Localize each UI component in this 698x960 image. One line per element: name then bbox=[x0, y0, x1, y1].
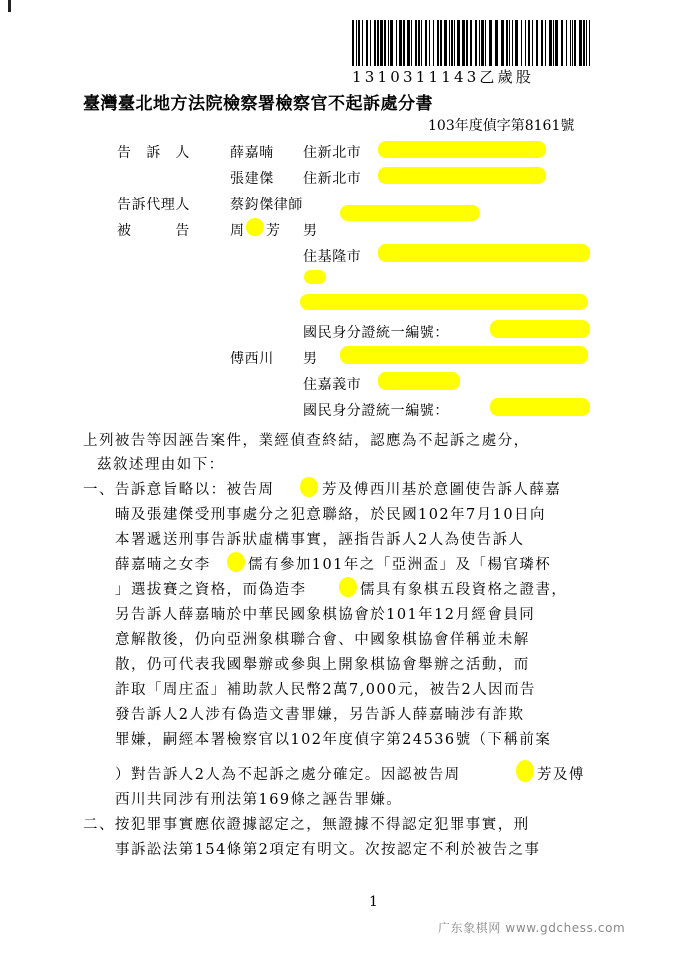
agent-label: 告訴代理人 bbox=[117, 197, 190, 213]
section1-line-9: 詐取「周庄盃」補助款人民幣2萬7,000元，被告2人因而告 bbox=[115, 682, 537, 698]
defendant2-name: 傅西川 bbox=[230, 351, 274, 367]
defendant1-id-label: 國民身分證統一編號： bbox=[303, 325, 449, 341]
complainant2-name: 張建傑 bbox=[230, 171, 274, 187]
section1-line-2: 暔及張建傑受刑事處分之犯意聯絡，於民國102年7月10日向 bbox=[115, 507, 546, 523]
defendant1-gender: 男 bbox=[303, 223, 318, 239]
section1-line-6: 另告訴人薛嘉暔於中華民國象棋協會於101年12月經會員同 bbox=[115, 607, 536, 623]
defendant1-surname: 周 bbox=[230, 223, 245, 239]
complainant2-address-label: 住新北市 bbox=[303, 171, 362, 187]
redaction-defendant1-address-2 bbox=[304, 270, 326, 284]
redaction-complainant2-address bbox=[378, 167, 546, 184]
defendant1-address-label: 住基隆市 bbox=[303, 249, 362, 265]
redaction-defendant1-birth bbox=[340, 205, 480, 221]
agent-name: 蔡鈞傑律師 bbox=[230, 197, 303, 213]
case-number: 103年度偵字第8161號 bbox=[428, 118, 575, 134]
page-number: 1 bbox=[369, 894, 378, 910]
defendant2-address-label: 住嘉義市 bbox=[303, 377, 362, 393]
defendant2-id-label: 國民身分證統一編號： bbox=[303, 403, 449, 419]
redaction-daughter-name bbox=[227, 552, 245, 572]
intro-line-2: 茲敘述理由如下： bbox=[97, 457, 225, 473]
redaction-defendant1-name bbox=[246, 218, 264, 236]
section1-line-3: 本署遞送刑事告訴狀虛構事實，誣指告訴人2人為使告訴人 bbox=[115, 532, 525, 548]
section1-line-12b: 芳及傅 bbox=[537, 767, 585, 783]
redaction-complainant1-address bbox=[378, 141, 546, 158]
redaction-defendant2-birth bbox=[340, 346, 588, 364]
section2-line-2: 事訴訟法第154條第2項定有明文。次按認定不利於被告之事 bbox=[115, 842, 541, 858]
section1-line-1b: 芳及傅西川基於意圖使告訴人薛嘉 bbox=[322, 482, 562, 498]
redaction-defendant-name bbox=[300, 477, 318, 497]
watermark: 广东象棋网 www.gdchess.com bbox=[438, 921, 626, 935]
redaction-defendant2-address bbox=[378, 372, 460, 390]
redaction-daughter-name bbox=[339, 577, 357, 597]
section1-line-7: 意解散後，仍向亞洲象棋聯合會、中國象棋協會佯稱並未解 bbox=[115, 632, 530, 648]
section1-line-5b: 儒具有象棋五段資格之證書， bbox=[360, 582, 568, 598]
document-title: 臺灣臺北地方法院檢察署檢察官不起訴處分書 bbox=[83, 94, 433, 114]
scan-edge-mark bbox=[8, 0, 11, 12]
complainant1-name: 薛嘉暔 bbox=[230, 145, 274, 161]
redaction-defendant2-id bbox=[490, 398, 590, 416]
intro-line-1: 上列被告等因誣告案件，業經偵查終結，認應為不起訴之處分， bbox=[83, 433, 530, 449]
redaction-defendant1-address-3 bbox=[300, 294, 588, 310]
redaction-defendant-name bbox=[516, 760, 534, 782]
barcode bbox=[352, 20, 592, 66]
section1-line-12a: ）對告訴人2人為不起訴之處分確定。因認被告周 bbox=[115, 767, 461, 783]
section1-line-13: 西川共同涉有刑法第169條之誣告罪嫌。 bbox=[115, 792, 403, 808]
barcode-number: 1310311143乙歲股 bbox=[352, 68, 535, 86]
section1-line-4b: 儒有參加101年之「亞洲盃」及「楊官璘杯 bbox=[248, 557, 552, 573]
defendant-label: 被 告 bbox=[117, 223, 190, 239]
complainant-label: 告 訴 人 bbox=[117, 145, 190, 161]
section1-line-11: 罪嫌，嗣經本署檢察官以102年度偵字第24536號（下稱前案 bbox=[115, 732, 552, 748]
defendant2-gender: 男 bbox=[303, 351, 318, 367]
section1-line-10: 發告訴人2人涉有偽造文書罪嫌，另告訴人薛嘉暔涉有詐欺 bbox=[115, 707, 525, 723]
complainant1-address-label: 住新北市 bbox=[303, 145, 362, 161]
section2-line-1: 二、按犯罪事實應依證據認定之，無證據不得認定犯罪事實，刑 bbox=[83, 817, 530, 833]
section1-line-4a: 薛嘉暔之女李 bbox=[115, 557, 211, 573]
defendant1-given-name: 芳 bbox=[266, 223, 281, 239]
redaction-defendant1-id bbox=[490, 320, 590, 338]
section1-line-8: 散，仍可代表我國舉辦或參與上開象棋協會舉辦之活動，而 bbox=[115, 657, 530, 673]
redaction-defendant1-address-1 bbox=[378, 244, 590, 262]
section1-line-5a: 」選拔賽之資格，而偽造李 bbox=[115, 582, 307, 598]
section1-line-1a: 一、告訴意旨略以：被告周 bbox=[83, 482, 275, 498]
